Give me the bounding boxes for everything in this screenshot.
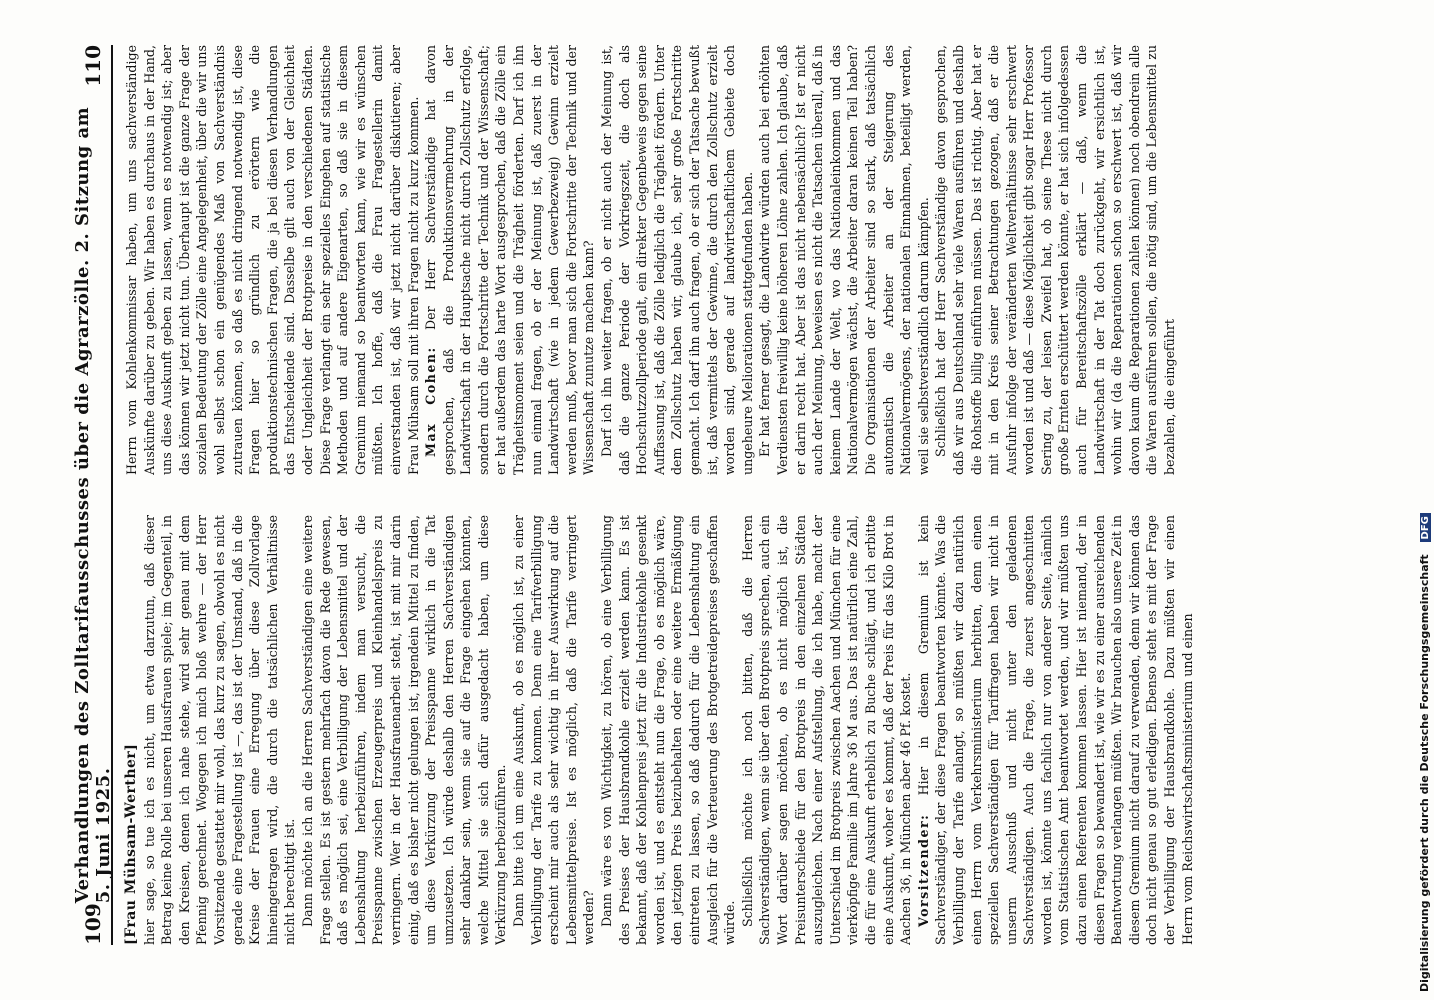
paragraph: Dann möchte ich an die Herren Sachverständigen eine weitere Frage stellen. Es ist gestern mehrfach davon die Rede gewesen, daß es möglich sei, eine Verbilligung der Lebensmittel und der Lebenshaltung herbeizuführen, indem man versucht, die Preisspanne zwischen Erzeugerpreis und Kleinhandelspreis zu verringern. Wer in der Hausfrauenarbeit steht, ist mit mir darin einig, daß es bisher nicht gelungen ist, irgendein Mittel zu finden, um diese Verkürzung der Preisspanne wirklich in die Tat umzusetzen. Ich würde deshalb den Herren Sachverständigen sehr dankbar sein, wenn sie auf die Frage eingehen könnten, welche Mittel sie sich dafür ausgedacht haben, um diese Verkürzung herbeizuführen. <box>299 515 509 945</box>
header-title: Verhandlungen des Zolltarifausschusses über die Agrarzölle. 2. Sitzung am 5. Juni 1925. <box>72 106 114 904</box>
paragraph: Dann bitte ich um eine Auskunft, ob es möglich ist, zu einer Verbilligung der Tarife zu kommen. Denn eine Tarifverbilligung erscheint mir auch als sehr wichtig in ihrer Auswirkung auf die Lebensmittelpreise. Ist es möglich, daß die Tarife verringert werden? <box>511 515 597 945</box>
digitization-credit <box>1418 513 1431 992</box>
speaker-name: Vorsitzender: <box>915 813 931 927</box>
paragraph: Er hat ferner gesagt, die Landwirte würden auch bei erhöhten Verdiensten freiwillig keine höheren Löhne zahlen. Ich glaube, daß er darin recht hat. Aber ist das nicht nebensächlich? Ist er nicht auch der Meinung, beweisen es nicht die Tatsachen überall, daß in keinem Lande der Welt, wo das Nationaleinkommen und das Nationalvermögen wächst, die Arbeiter daran keinen Teil haben? Die Organisationen der Arbeiter sind so stark, daß tatsächlich automatisch die Arbeiter an der Steigerung des Nationalvermögens, der nationalen Einnahmen, beteiligt werden, weil sie selbstverständlich darum kämpfen. <box>757 45 931 475</box>
right-column <box>123 45 1413 475</box>
paragraph: Schließlich möchte ich noch bitten, daß die Herren Sachverständigen, wenn sie über den Brotpreis sprechen, auch ein Wort darüber sagen möchten, ob es nicht möglich ist, die Preisunterschiede für den Brotpreis in den einzelnen Städten auszugleichen. Nach einer Aufstellung, die ich habe, macht der Unterschied im Brotpreis zwischen Aachen und München für eine vierköpfige Familie im Jahre 36 M aus. Das ist natürlich eine Zahl, die für eine Auskunft erheblich zu Buche schlägt, und ich erbitte eine Auskunft, woher es kommt, daß der Preis für das Kilo Brot in Aachen 36, in München aber 46 Pf. kostet. <box>739 515 914 945</box>
rotated-page-content <box>72 45 1415 945</box>
paragraph: Herrn vom Kohlenkommissar haben, um uns sachverständige Auskünfte darüber zu geben. Wir haben es durchaus in der Hand, uns diese Auskunft geben zu lassen, wenn es notwendig ist; aber das können wir jetzt nicht tun. Überhaupt ist die ganze Frage der sozialen Bedeutung der Zölle eine Angelegenheit, über die wir uns wohl selbst schon ein genügendes Maß von Sachverständnis zutrauen können, so daß es nicht dringend notwendig ist, diese Fragen hier so gründlich zu erörtern wie die produktionstechnischen Fragen, die ja bei diesen Verhandlungen das Entscheidende sind. Dasselbe gilt auch von der Gleichheit oder Ungleichheit der Brotpreise in den verschiedenen Städten. Diese Frage verlangt ein sehr spezielles Eingehen auf statistische Methoden und auf andere Eigenarten, so daß sie in diesem Gremium niemand so beantworten kann, wie wir es wünschen müßten. Ich hoffe, daß die Frau Fragestellerin damit einverstanden ist, daß wir jetzt nicht darüber diskutieren; aber Frau Mühsam soll mit ihren Fragen nicht zu kurz kommen. <box>124 45 421 475</box>
paragraph: Darf ich ihn weiter fragen, ob er nicht auch der Meinung ist, daß die ganze Periode der Vorkriegszeit, die doch als Hochschutzzollperiode galt, ein direkter Gegenbeweis gegen seine Auffassung ist, daß die Zölle lediglich die Trägheit fördern. Unter dem Zollschutz haben wir, glaube ich, sehr große Fortschritte gemacht. Ich darf ihn auch fragen, ob er sich der Tatsache bewußt ist, daß vermittels der Gewinne, die durch den Zollschutz erzielt worden sind, gerade auf landwirtschaftlichem Gebiete doch ungeheure Meliorationen stattgefunden haben. <box>599 45 755 475</box>
credit-text: Digitalisierung gefördert durch die Deutsche Forschungsgemeinschaft <box>1418 554 1431 992</box>
bracket-speaker: [Frau Mühsam-Werther] <box>123 743 139 945</box>
page-number-right: 110 <box>81 45 105 87</box>
speech-text: Hier in diesem Gremium ist kein Sachverständiger, der diese Fragen beantworten könnte. Was die Verbilligung der Tarife anlangt, so müßten wir dazu natürlich einen Herrn vom Verkehrsministerium herbitten, denn einen speziellen Sachverständigen für Tariffragen haben wir nicht in unserm Ausschuß und nicht unter den geladenen Sachverständigen. Auch die Frage, die zuerst angeschnitten worden ist, könnte uns fachlich nur von anderer Seite, nämlich vom Statistischen Amt beantwortet werden, und wir müßten uns dazu einen Referenten kommen lassen. Hier ist niemand, der in diesen Fragen so bewandert ist, wie wir es zu einer ausreichenden Beantwortung verlangen müßten. Wir brauchen also unsere Zeit in diesem Gremium nicht darauf zu verwenden, denn wir können das doch nicht genau so gut erledigen. Ebenso steht es mit der Frage der Verbilligung der Hausbrandkohle. Dazu müßten wir einen Herrn vom Reichswirtschaftsministerium und einen <box>915 515 1195 945</box>
running-header <box>72 45 114 945</box>
dfg-logo: DFG <box>1420 513 1431 542</box>
speech-text: Der Herr Sachverständige hat davon gesprochen, daß die Produktionsvermehrung in der Landwirtschaft in der Hauptsache nicht durch Zollschutz erfolge, sondern durch die Fortschritte der Technik und der Wissenschaft; er hat außerdem das harte Wort ausgesprochen, daß die Zölle ein Trägheitsmoment seien und die Trägheit förderten. Darf ich ihn nun einmal fragen, ob er der Meinung ist, daß zuerst in der Landwirtschaft (wie in jedem Gewerbezweig) Gewinn erzielt werden muß, bevor man sich die Fortschritte der Technik und der Wissenschaft zunutze machen kann? <box>423 45 597 475</box>
speaker-paragraph <box>915 515 1197 945</box>
paragraph: Schließlich hat der Herr Sachverständige davon gesprochen, daß wir aus Deutschland sehr viele Waren ausführen und deshalb die Rohstoffe billig einführen müssen. Das ist richtig. Aber hat er mit in den Kreis seiner Betrachtungen gezogen, daß er die Ausfuhr infolge der veränderten Weltverhältnisse sehr erschwert worden ist und daß — diese Möglichkeit gibt sogar Herr Professor Sering zu, der leisen Zweifel hat, ob seine These nicht durch große Ernten erschüttert werden könnte, er hat sich infolgedessen auch für Bereitschaftszölle erklärt — daß, wenn die Landwirtschaft in der Tat doch zurückgeht, wir ersichtlich ist, wohin wir (da die Reparationen schon so erschwert ist, daß wir davon kaum die Reparationen zahlen können) noch obendrein alle die Waren ausführen sollen, die nötig sind, um die Lebensmittel zu bezahlen, die eingeführt <box>933 45 1178 475</box>
speaker-name: Max Cohen: <box>423 346 439 457</box>
left-column <box>123 515 1413 945</box>
speaker-paragraph <box>422 45 598 475</box>
paragraph: Dann wäre es von Wichtigkeit, zu hören, ob eine Verbilligung des Preises der Hausbrandkohle erzielt werden kann. Es ist bekannt, daß der Kohlenpreis jetzt für die Industriekohle gesenkt worden ist, und es entsteht nun die Frage, ob es möglich wäre, den jetzigen Preis beizubehalten oder eine weitere Ermäßigung eintreten zu lassen, so daß dadurch für die Lebenshaltung ein Ausgleich für die Verteuerung des Brotgetreidepreises geschaffen würde. <box>599 515 738 945</box>
page-number-left: 109 <box>81 903 105 945</box>
paragraph: hier sage, so tue ich es nicht, um etwa darzutun, daß dieser Betrag keine Rolle bei unseren Hausfrauen spiele; im Gegenteil, in den Kreisen, denen ich nahe stehe, wird sehr genau mit dem Pfennig gerechnet. Wogegen ich mich bloß wehre — der Herr Vorsitzende gestattet mir wohl, das kurz zu sagen, obwohl es nicht gerade eine Fragestellung ist —, das ist der Umstand, daß in die Kreise der Frauen eine Erregung über diese Zollvorlage hineingetragen wird, die durch die tatsächlichen Verhältnisse nicht berechtigt ist. <box>141 515 298 945</box>
